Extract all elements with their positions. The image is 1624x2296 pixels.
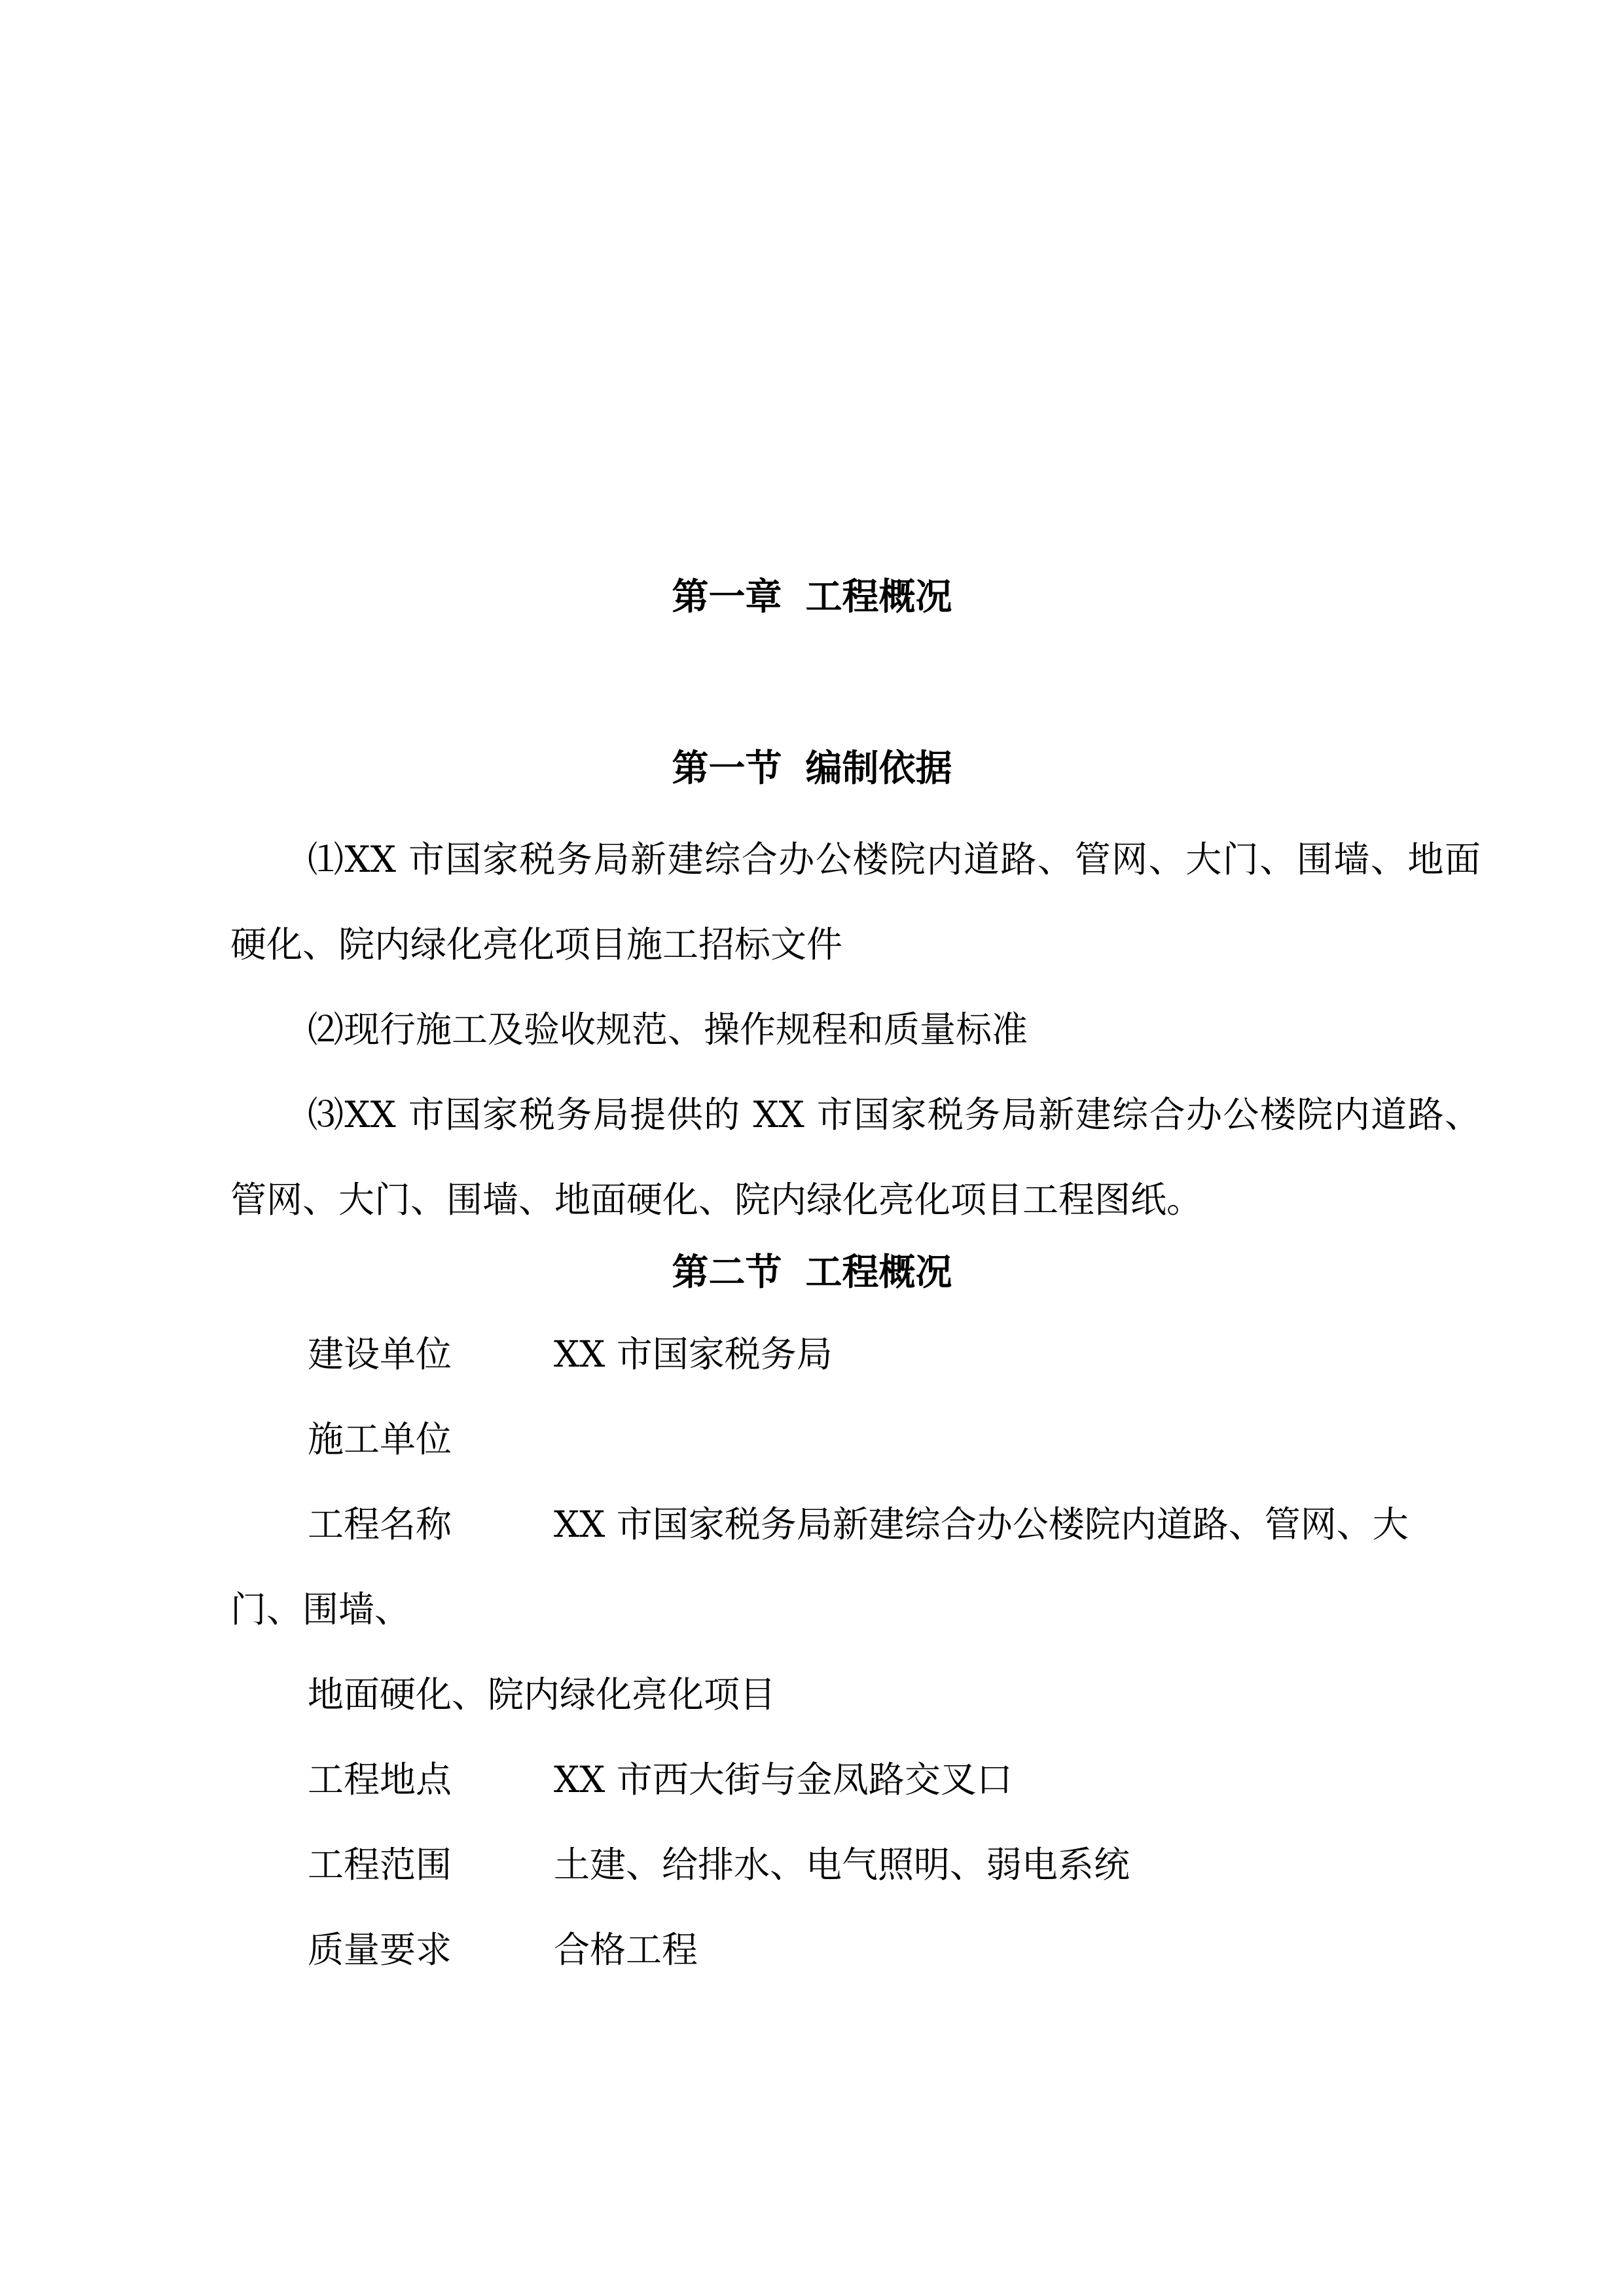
row-value-location: XX 市西大街与金凤路交叉口 xyxy=(554,1759,1013,1801)
row-value-scope: 土建、给排水、电气照明、弱电系统 xyxy=(554,1844,1130,1886)
section-number: 第一节 xyxy=(672,747,782,790)
section-heading-basis xyxy=(0,746,1624,792)
chapter-number: 第一章 xyxy=(672,576,782,619)
row-value-project-name-cont1: 门、围墙、 xyxy=(230,1588,411,1630)
row-value-quality: 合格工程 xyxy=(554,1929,698,1971)
row-label-project-name: 工程名称 xyxy=(308,1503,452,1545)
row-label-quality: 质量要求 xyxy=(308,1929,452,1971)
row-label-client: 建设单位 xyxy=(308,1333,452,1375)
section-heading-overview xyxy=(0,1250,1624,1296)
row-value-client: XX 市国家税务局 xyxy=(554,1333,833,1375)
basis-item-3: ⑶XX 市国家税务局提供的 XX 市国家税务局新建综合办公楼院内道路、管网、大门、围墙、地面硬化、院内绿化亮化项目工程图纸。 xyxy=(230,1094,1481,1221)
section-number: 第二节 xyxy=(672,1251,782,1294)
section-title: 工程概况 xyxy=(805,1251,952,1294)
row-label-contractor: 施工单位 xyxy=(308,1418,452,1460)
chapter-title: 工程概况 xyxy=(805,576,952,619)
row-value-project-name: XX 市国家税务局新建综合办公楼院内道路、管网、大 xyxy=(554,1503,1409,1545)
section-title: 编制依据 xyxy=(805,747,952,790)
chapter-heading xyxy=(0,575,1624,620)
basis-item-1: ⑴XX 市国家税务局新建综合办公楼院内道路、管网、大门、围墙、地面硬化、院内绿化亮化项目施工招标文件 xyxy=(230,838,1481,965)
row-label-scope: 工程范围 xyxy=(308,1844,452,1886)
basis-item-2: ⑵现行施工及验收规范、操作规程和质量标准 xyxy=(308,1009,1028,1050)
row-label-location: 工程地点 xyxy=(308,1759,452,1801)
row-value-project-name-cont2: 地面硬化、院内绿化亮化项目 xyxy=(308,1674,776,1715)
